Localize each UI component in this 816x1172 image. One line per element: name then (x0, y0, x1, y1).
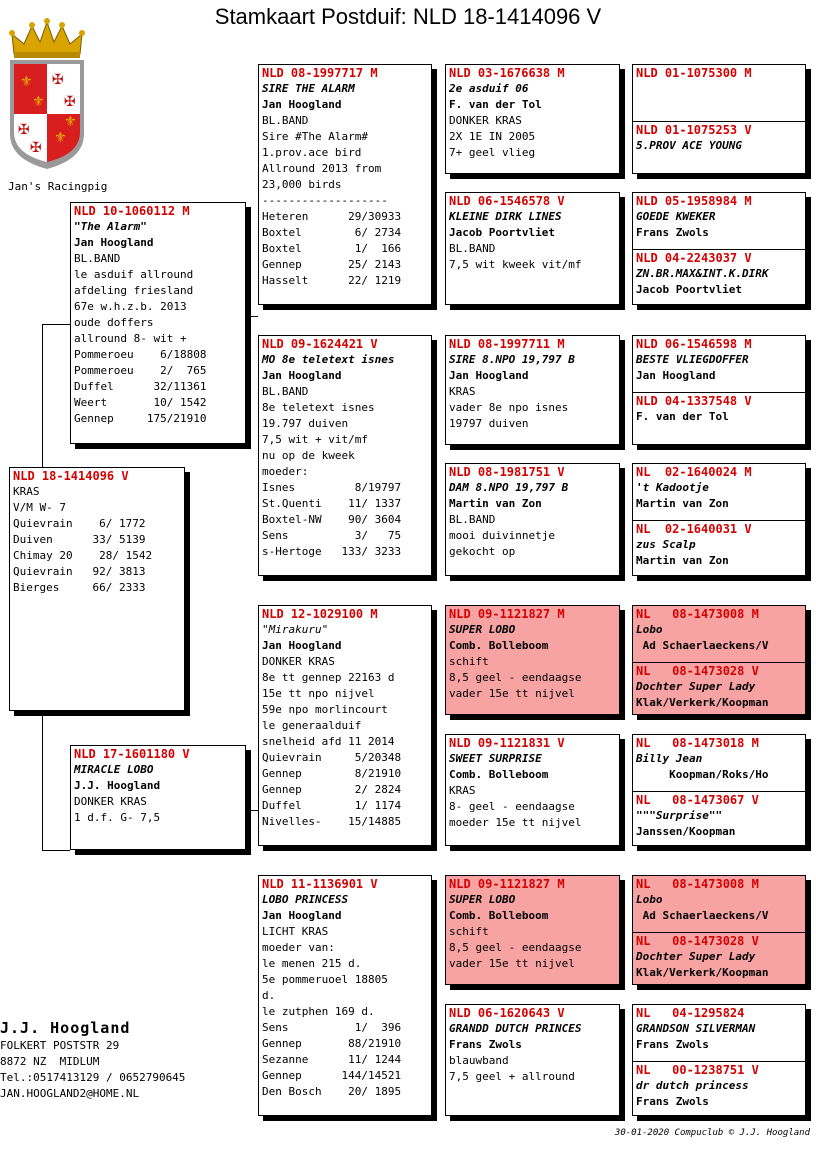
pigeon-info-line: moeder van: (262, 941, 335, 954)
pigeon-card-gen2 (258, 605, 432, 846)
race-result: Sezanne 11/ 1244 (262, 1053, 402, 1066)
owner-phone: Tel.:0517413129 / 0652790645 (0, 1071, 186, 1084)
ring-number: NLD 09-1121827 M (449, 607, 565, 621)
race-result: Quievrain 6/ 1772 (13, 517, 146, 530)
shield-icon (10, 60, 84, 169)
pigeon-name: LOBO PRINCESS (262, 893, 349, 906)
pigeon-owner: Jacob Poortvliet (636, 283, 742, 296)
pigeon-owner: Jacob Poortvliet (449, 226, 555, 239)
pigeon-name: Dochter Super Lady (636, 680, 756, 693)
pigeon-info-line: oude doffers (74, 316, 154, 329)
svg-text:✠: ✠ (52, 72, 64, 88)
pigeon-owner: Jan Hoogland (262, 909, 342, 922)
pigeon-owner: Frans Zwols (636, 1038, 709, 1051)
pigeon-info-line: gekocht op (449, 545, 516, 558)
connector-line (42, 712, 43, 850)
pigeon-color: schift (449, 925, 489, 938)
pigeon-owner: Comb. Bolleboom (449, 909, 549, 922)
pigeon-color: DONKER KRAS (74, 795, 147, 808)
pigeon-owner: J.J. Hoogland (74, 779, 161, 792)
pigeon-info-line: le generaalduif (262, 719, 362, 732)
pigeon-name: KLEINE DIRK LINES (449, 210, 562, 223)
ring-number: NL 08-1473008 M (636, 877, 759, 891)
pigeon-owner: Frans Zwols (449, 1038, 522, 1051)
pigeon-card-subject (9, 467, 185, 711)
pigeon-info-line: vader 8e npo isnes (449, 401, 569, 414)
pigeon-owner: Klak/Verkerk/Koopman (636, 966, 769, 979)
ring-number: NLD 03-1676638 M (449, 66, 565, 80)
pigeon-info-line: 7+ geel vlieg (449, 146, 536, 159)
pigeon-name: 5.PROV ACE YOUNG (636, 139, 742, 152)
race-result: Sens 3/ 75 (262, 529, 402, 542)
pigeon-info-line: le zutphen 169 d. (262, 1005, 375, 1018)
pigeon-name: zus Scalp (636, 538, 696, 551)
pigeon-owner: Frans Zwols (636, 1095, 709, 1108)
race-result: Nivelles- 15/14885 (262, 815, 402, 828)
ring-number: NL 08-1473028 V (636, 664, 759, 678)
pigeon-name: SUPER LOBO (449, 893, 516, 906)
pigeon-name: GOEDE KWEKER (636, 210, 716, 223)
ring-number: NL 08-1473008 M (636, 607, 759, 621)
pigeon-card-gen4-pair (632, 734, 806, 846)
pigeon-name: 2e asduif 06 (449, 82, 529, 95)
ring-number: NLD 09-1624421 V (262, 337, 378, 351)
pigeon-info-line: 8,5 geel - eendaagse (449, 941, 582, 954)
pigeon-name: 't Kadootje (636, 481, 709, 494)
pigeon-color: DONKER KRAS (449, 114, 522, 127)
svg-text:✠: ✠ (64, 94, 76, 110)
pigeon-info-line: 5e pommeruoel 18805 (262, 973, 388, 986)
pigeon-info-line: Sire #The Alarm# (262, 130, 368, 143)
ring-number: NLD 18-1414096 V (13, 469, 129, 483)
svg-text:⚜: ⚜ (54, 130, 67, 146)
pigeon-color: BL.BAND (449, 513, 496, 526)
pigeon-owner: Jan Hoogland (262, 98, 342, 111)
pigeon-info-line: 7,5 geel + allround (449, 1070, 575, 1083)
connector-line (248, 810, 258, 811)
race-result: Weert 10/ 1542 (74, 396, 207, 409)
pigeon-owner: Koopman/Roks/Ho (636, 768, 769, 781)
race-result: Duffel 32/11361 (74, 380, 207, 393)
pigeon-name: Lobo (636, 893, 663, 906)
ring-number: NL 02-1640024 M (636, 465, 752, 479)
race-result: Isnes 8/19797 (262, 481, 402, 494)
ring-number: NLD 06-1546598 M (636, 337, 752, 351)
pigeon-card-gen4-pair-highlighted (632, 875, 806, 985)
pigeon-card-gen4-pair (632, 64, 806, 174)
pigeon-color: KRAS (13, 485, 40, 498)
pigeon-card-gen4-pair (632, 463, 806, 576)
pigeon-info-line: allround 8- wit + (74, 332, 187, 345)
pigeon-card-gen4-pair (632, 192, 806, 305)
pigeon-color: KRAS (449, 784, 476, 797)
race-result: Gennep 175/21910 (74, 412, 207, 425)
pigeon-name: Billy Jean (636, 752, 703, 765)
coat-of-arms-logo (8, 14, 86, 174)
pigeon-owner: Comb. Bolleboom (449, 768, 549, 781)
pigeon-owner: Martin van Zon (636, 554, 729, 567)
pigeon-owner: Jan Hoogland (449, 369, 529, 382)
pigeon-info-line: 2X 1E IN 2005 (449, 130, 536, 143)
pigeon-owner: Janssen/Koopman (636, 825, 736, 838)
ring-number: NLD 08-1981751 V (449, 465, 565, 479)
pigeon-name: dr dutch princess (636, 1079, 749, 1092)
pigeon-card-gen4-pair-highlighted (632, 605, 806, 715)
pigeon-owner: Jan Hoogland (262, 639, 342, 652)
ring-number: NL 02-1640031 V (636, 522, 752, 536)
svg-text:✠: ✠ (30, 140, 42, 156)
ring-number: NLD 12-1029100 M (262, 607, 378, 621)
connector-line (42, 324, 43, 468)
pigeon-card-gen3 (445, 335, 620, 445)
ring-number: NL 08-1473067 V (636, 793, 759, 807)
pigeon-card-gen3 (445, 192, 620, 305)
pigeon-color: blauwband (449, 1054, 509, 1067)
pigeon-owner: Frans Zwols (636, 226, 709, 239)
pigeon-owner: Ad Schaerlaeckens/V (636, 639, 769, 652)
pigeon-color: KRAS (449, 385, 476, 398)
owner-street: FOLKERT POSTSTR 29 (0, 1039, 120, 1052)
pigeon-owner: Klak/Verkerk/Koopman (636, 696, 769, 709)
race-result: Sens 1/ 396 (262, 1021, 402, 1034)
pigeon-name: MO 8e teletext isnes (262, 353, 395, 366)
ring-number: NLD 10-1060112 M (74, 204, 190, 218)
pigeon-name: """Surprise"" (636, 809, 723, 822)
pigeon-info-line: le menen 215 d. (262, 957, 362, 970)
pigeon-owner: F. van der Tol (449, 98, 542, 111)
pigeon-owner: Jan Hoogland (636, 369, 716, 382)
pigeon-name: "Mirakuru" (262, 623, 329, 636)
pigeon-name: GRANDD DUTCH PRINCES (449, 1022, 582, 1035)
pigeon-owner: Ad Schaerlaeckens/V (636, 909, 769, 922)
pigeon-name: Lobo (636, 623, 663, 636)
pigeon-card-gen3-highlighted (445, 605, 620, 715)
svg-text:⚜: ⚜ (20, 74, 33, 90)
pigeon-info-line: 7,5 wit + vit/mf (262, 433, 368, 446)
race-result: Bierges 66/ 2333 (13, 581, 146, 594)
pigeon-name: SIRE 8.NPO 19,797 B (449, 353, 575, 366)
pigeon-info-line: le asduif allround (74, 268, 194, 281)
race-result: s-Hertoge 133/ 3233 (262, 545, 402, 558)
pigeon-owner: F. van der Tol (636, 410, 729, 423)
pigeon-name: SUPER LOBO (449, 623, 516, 636)
pigeon-name: SIRE THE ALARM (262, 82, 355, 95)
pigeon-info-line: afdeling friesland (74, 284, 194, 297)
pigeon-info-line: 8e tt gennep 22163 d (262, 671, 395, 684)
connector-line (42, 324, 70, 325)
race-result: Chimay 20 28/ 1542 (13, 549, 153, 562)
race-result: Den Bosch 20/ 1895 (262, 1085, 402, 1098)
pigeon-name: MIRACLE LOBO (74, 763, 154, 776)
pigeon-info-line: nu op de kweek (262, 449, 355, 462)
pigeon-info-line: 19797 duiven (449, 417, 529, 430)
race-result: Gennep 144/14521 (262, 1069, 402, 1082)
race-result: Duiven 33/ 5139 (13, 533, 146, 546)
race-result: Boxtel-NW 90/ 3604 (262, 513, 402, 526)
ring-number: NLD 04-1337548 V (636, 394, 752, 408)
pigeon-info-line: 19.797 duiven (262, 417, 349, 430)
race-result: Gennep 25/ 2143 (262, 258, 402, 271)
ring-number: NL 04-1295824 (636, 1006, 745, 1020)
pigeon-color: DONKER KRAS (262, 655, 335, 668)
race-result: St.Quenti 11/ 1337 (262, 497, 402, 510)
race-result: Quievrain 92/ 3813 (13, 565, 146, 578)
pigeon-card-dam (70, 745, 246, 850)
pigeon-owner: Martin van Zon (636, 497, 729, 510)
pigeon-card-gen3 (445, 64, 620, 174)
race-result: Gennep 2/ 2824 (262, 783, 402, 796)
pigeon-card-sire (70, 202, 246, 444)
race-result: Gennep 88/21910 (262, 1037, 402, 1050)
ring-number: NLD 06-1546578 V (449, 194, 565, 208)
pigeon-info-line: 15e tt npo nijvel (262, 687, 375, 700)
race-result: Boxtel 6/ 2734 (262, 226, 402, 239)
pigeon-info-line: 1.prov.ace bird (262, 146, 362, 159)
pigeon-name: SWEET SURPRISE (449, 752, 542, 765)
page-title: Stamkaart Postduif: NLD 18-1414096 V (214, 4, 602, 29)
pigeon-info-line: d. (262, 989, 276, 1002)
pigeon-info-line: 59e npo morlincourt (262, 703, 388, 716)
pigeon-name: ZN.BR.MAX&INT.K.DIRK (636, 267, 769, 280)
svg-text:⚜: ⚜ (64, 114, 77, 130)
pigeon-info-line: 8,5 geel - eendaagse (449, 671, 582, 684)
pigeon-info-line: 1 d.f. G- 7,5 (74, 811, 161, 824)
pigeon-info-line: Allround 2013 from (262, 162, 382, 175)
pigeon-info-line: snelheid afd 11 2014 (262, 735, 395, 748)
owner-address-block (0, 1018, 185, 1102)
pigeon-card-gen4-pair (632, 335, 806, 445)
ring-number: NLD 06-1620643 V (449, 1006, 565, 1020)
pigeon-color: BL.BAND (262, 385, 309, 398)
pigeon-card-gen2 (258, 335, 432, 576)
pigeon-info-line: 8- geel - eendaagse (449, 800, 575, 813)
pigeon-color: BL.BAND (74, 252, 121, 265)
owner-postcode-city: 8872 NZ MIDLUM (0, 1055, 100, 1068)
ring-number: NLD 09-1121831 V (449, 736, 565, 750)
owner-email: JAN.HOOGLAND2@HOME.NL (0, 1087, 140, 1100)
pigeon-info-line: 7,5 wit kweek vit/mf (449, 258, 582, 271)
loft-name: Jan's Racingpig (8, 180, 108, 193)
connector-line (248, 316, 258, 317)
pigeon-info-line: ------------------- (262, 194, 388, 207)
pigeon-info-line: 8e teletext isnes (262, 401, 375, 414)
race-result: Gennep 8/21910 (262, 767, 402, 780)
pigeon-name: BESTE VLIEGDOFFER (636, 353, 749, 366)
pigeon-info-line: mooi duivinnetje (449, 529, 555, 542)
pigeon-info-line: 23,000 birds (262, 178, 342, 191)
ring-number: NL 00-1238751 V (636, 1063, 759, 1077)
pigeon-color: BL.BAND (449, 242, 496, 255)
ring-number: NLD 01-1075253 V (636, 123, 752, 137)
pigeon-info-line: 67e w.h.z.b. 2013 (74, 300, 187, 313)
race-result: Pommeroeu 2/ 765 (74, 364, 207, 377)
race-result: Hasselt 22/ 1219 (262, 274, 402, 287)
pigeon-card-gen4-pair (632, 1004, 806, 1116)
pigeon-color: BL.BAND (262, 114, 309, 127)
pigeon-name: Dochter Super Lady (636, 950, 756, 963)
pigeon-owner: Jan Hoogland (262, 369, 342, 382)
pigeon-name: GRANDSON SILVERMAN (636, 1022, 756, 1035)
pigeon-card-gen3 (445, 1004, 620, 1116)
ring-number: NLD 04-2243037 V (636, 251, 752, 265)
pigeon-color: schift (449, 655, 489, 668)
pigeon-card-gen3 (445, 734, 620, 846)
pigeon-info-line: vader 15e tt nijvel (449, 687, 575, 700)
pigeon-color: LICHT KRAS (262, 925, 329, 938)
svg-text:⚜: ⚜ (32, 94, 45, 110)
ring-number: NLD 09-1121827 M (449, 877, 565, 891)
race-result: Pommeroeu 6/18808 (74, 348, 207, 361)
ring-number: NLD 05-1958984 M (636, 194, 752, 208)
ring-number: NLD 17-1601180 V (74, 747, 190, 761)
pigeon-name: "The Alarm" (74, 220, 147, 233)
race-result: Duffel 1/ 1174 (262, 799, 402, 812)
crown-icon (9, 18, 85, 58)
pigeon-card-gen3 (445, 463, 620, 576)
ring-number: NLD 08-1997711 M (449, 337, 565, 351)
pigeon-card-gen3-highlighted (445, 875, 620, 985)
pigeon-owner: Comb. Bolleboom (449, 639, 549, 652)
connector-line (42, 850, 70, 851)
race-result: Heteren 29/30933 (262, 210, 402, 223)
pigeon-card-gen2 (258, 875, 432, 1116)
pigeon-info-line: moeder 15e tt nijvel (449, 816, 582, 829)
ring-number: NL 08-1473028 V (636, 934, 759, 948)
ring-number: NLD 11-1136901 V (262, 877, 378, 891)
pigeon-owner: Jan Hoogland (74, 236, 154, 249)
pigeon-info-line: V/M W- 7 (13, 501, 66, 514)
pigeon-card-gen2 (258, 64, 432, 305)
race-result: Boxtel 1/ 166 (262, 242, 402, 255)
ring-number: NL 08-1473018 M (636, 736, 759, 750)
footer-credit: 30-01-2020 Compuclub © J.J. Hoogland (614, 1128, 810, 1138)
ring-number: NLD 01-1075300 M (636, 66, 752, 80)
pigeon-owner: Martin van Zon (449, 497, 542, 510)
pigeon-info-line: vader 15e tt nijvel (449, 957, 575, 970)
owner-name: J.J. Hoogland (0, 1019, 131, 1037)
svg-text:✠: ✠ (18, 122, 30, 138)
race-result: Quievrain 5/20348 (262, 751, 402, 764)
ring-number: NLD 08-1997717 M (262, 66, 378, 80)
pigeon-info-line: moeder: (262, 465, 309, 478)
pigeon-name: DAM 8.NPO 19,797 B (449, 481, 569, 494)
